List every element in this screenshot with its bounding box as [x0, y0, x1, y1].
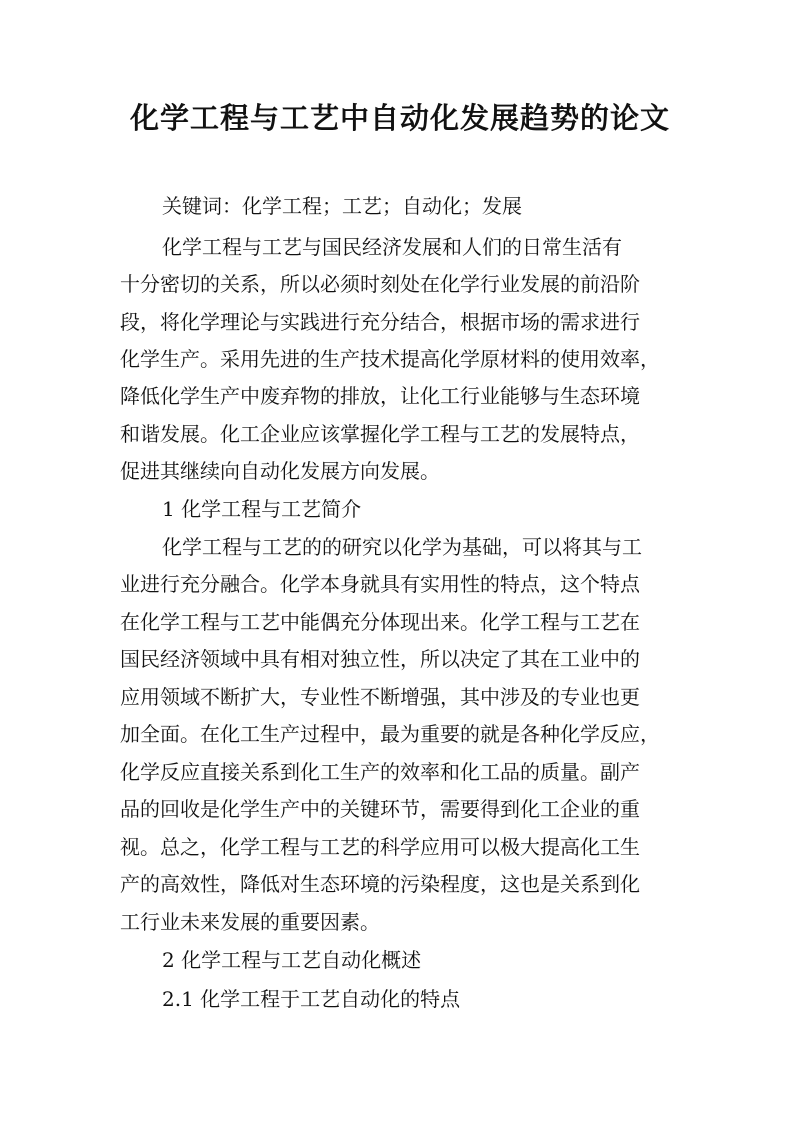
section-heading-2-1: 2.1 化学工程于工艺自动化的特点: [162, 987, 461, 1011]
intro-line: 段，将化学理论与实践进行充分结合，根据市场的需求进行: [120, 310, 640, 334]
section1-line: 国民经济领域中具有相对独立性，所以决定了其在工业中的: [120, 647, 640, 671]
intro-line: 十分密切的关系，所以必须时刻处在化学行业发展的前沿阶: [120, 272, 640, 296]
intro-line: 和谐发展。化工企业应该掌握化学工程与工艺的发展特点，: [120, 422, 640, 446]
section1-line: 产的高效性，降低对生态环境的污染程度，这也是关系到化: [120, 872, 640, 896]
section1-line: 应用领域不断扩大，专业性不断增强，其中涉及的专业也更: [120, 685, 640, 709]
intro-line: 化学工程与工艺与国民经济发展和人们的日常生活有: [162, 235, 622, 259]
intro-line: 促进其继续向自动化发展方向发展。: [120, 459, 440, 483]
section1-line: 在化学工程与工艺中能偶充分体现出来。化学工程与工艺在: [120, 610, 640, 634]
section1-line: 视。总之，化学工程与工艺的科学应用可以极大提高化工生: [120, 835, 640, 859]
section1-line: 工行业未来发展的重要因素。: [120, 910, 380, 934]
section1-line: 业进行充分融合。化学本身就具有实用性的特点，这个特点: [120, 572, 640, 596]
section-heading-2: 2 化学工程与工艺自动化概述: [162, 948, 422, 972]
keywords-line: 关键词：化学工程；工艺；自动化；发展: [162, 194, 522, 218]
section-heading-1: 1 化学工程与工艺简介: [162, 497, 362, 521]
document-title: 化学工程与工艺中自动化发展趋势的论文: [129, 101, 670, 135]
section1-line: 品的回收是化学生产中的关键环节，需要得到化工企业的重: [120, 797, 640, 821]
section1-line: 化学工程与工艺的的研究以化学为基础，可以将其与工: [162, 535, 642, 559]
section1-line: 加全面。在化工生产过程中，最为重要的就是各种化学反应，: [120, 722, 660, 746]
section1-line: 化学反应直接关系到化工生产的效率和化工品的质量。副产: [120, 760, 640, 784]
intro-line: 降低化学生产中废弃物的排放，让化工行业能够与生态环境: [120, 384, 640, 408]
intro-line: 化学生产。采用先进的生产技术提高化学原材料的使用效率，: [120, 347, 660, 371]
